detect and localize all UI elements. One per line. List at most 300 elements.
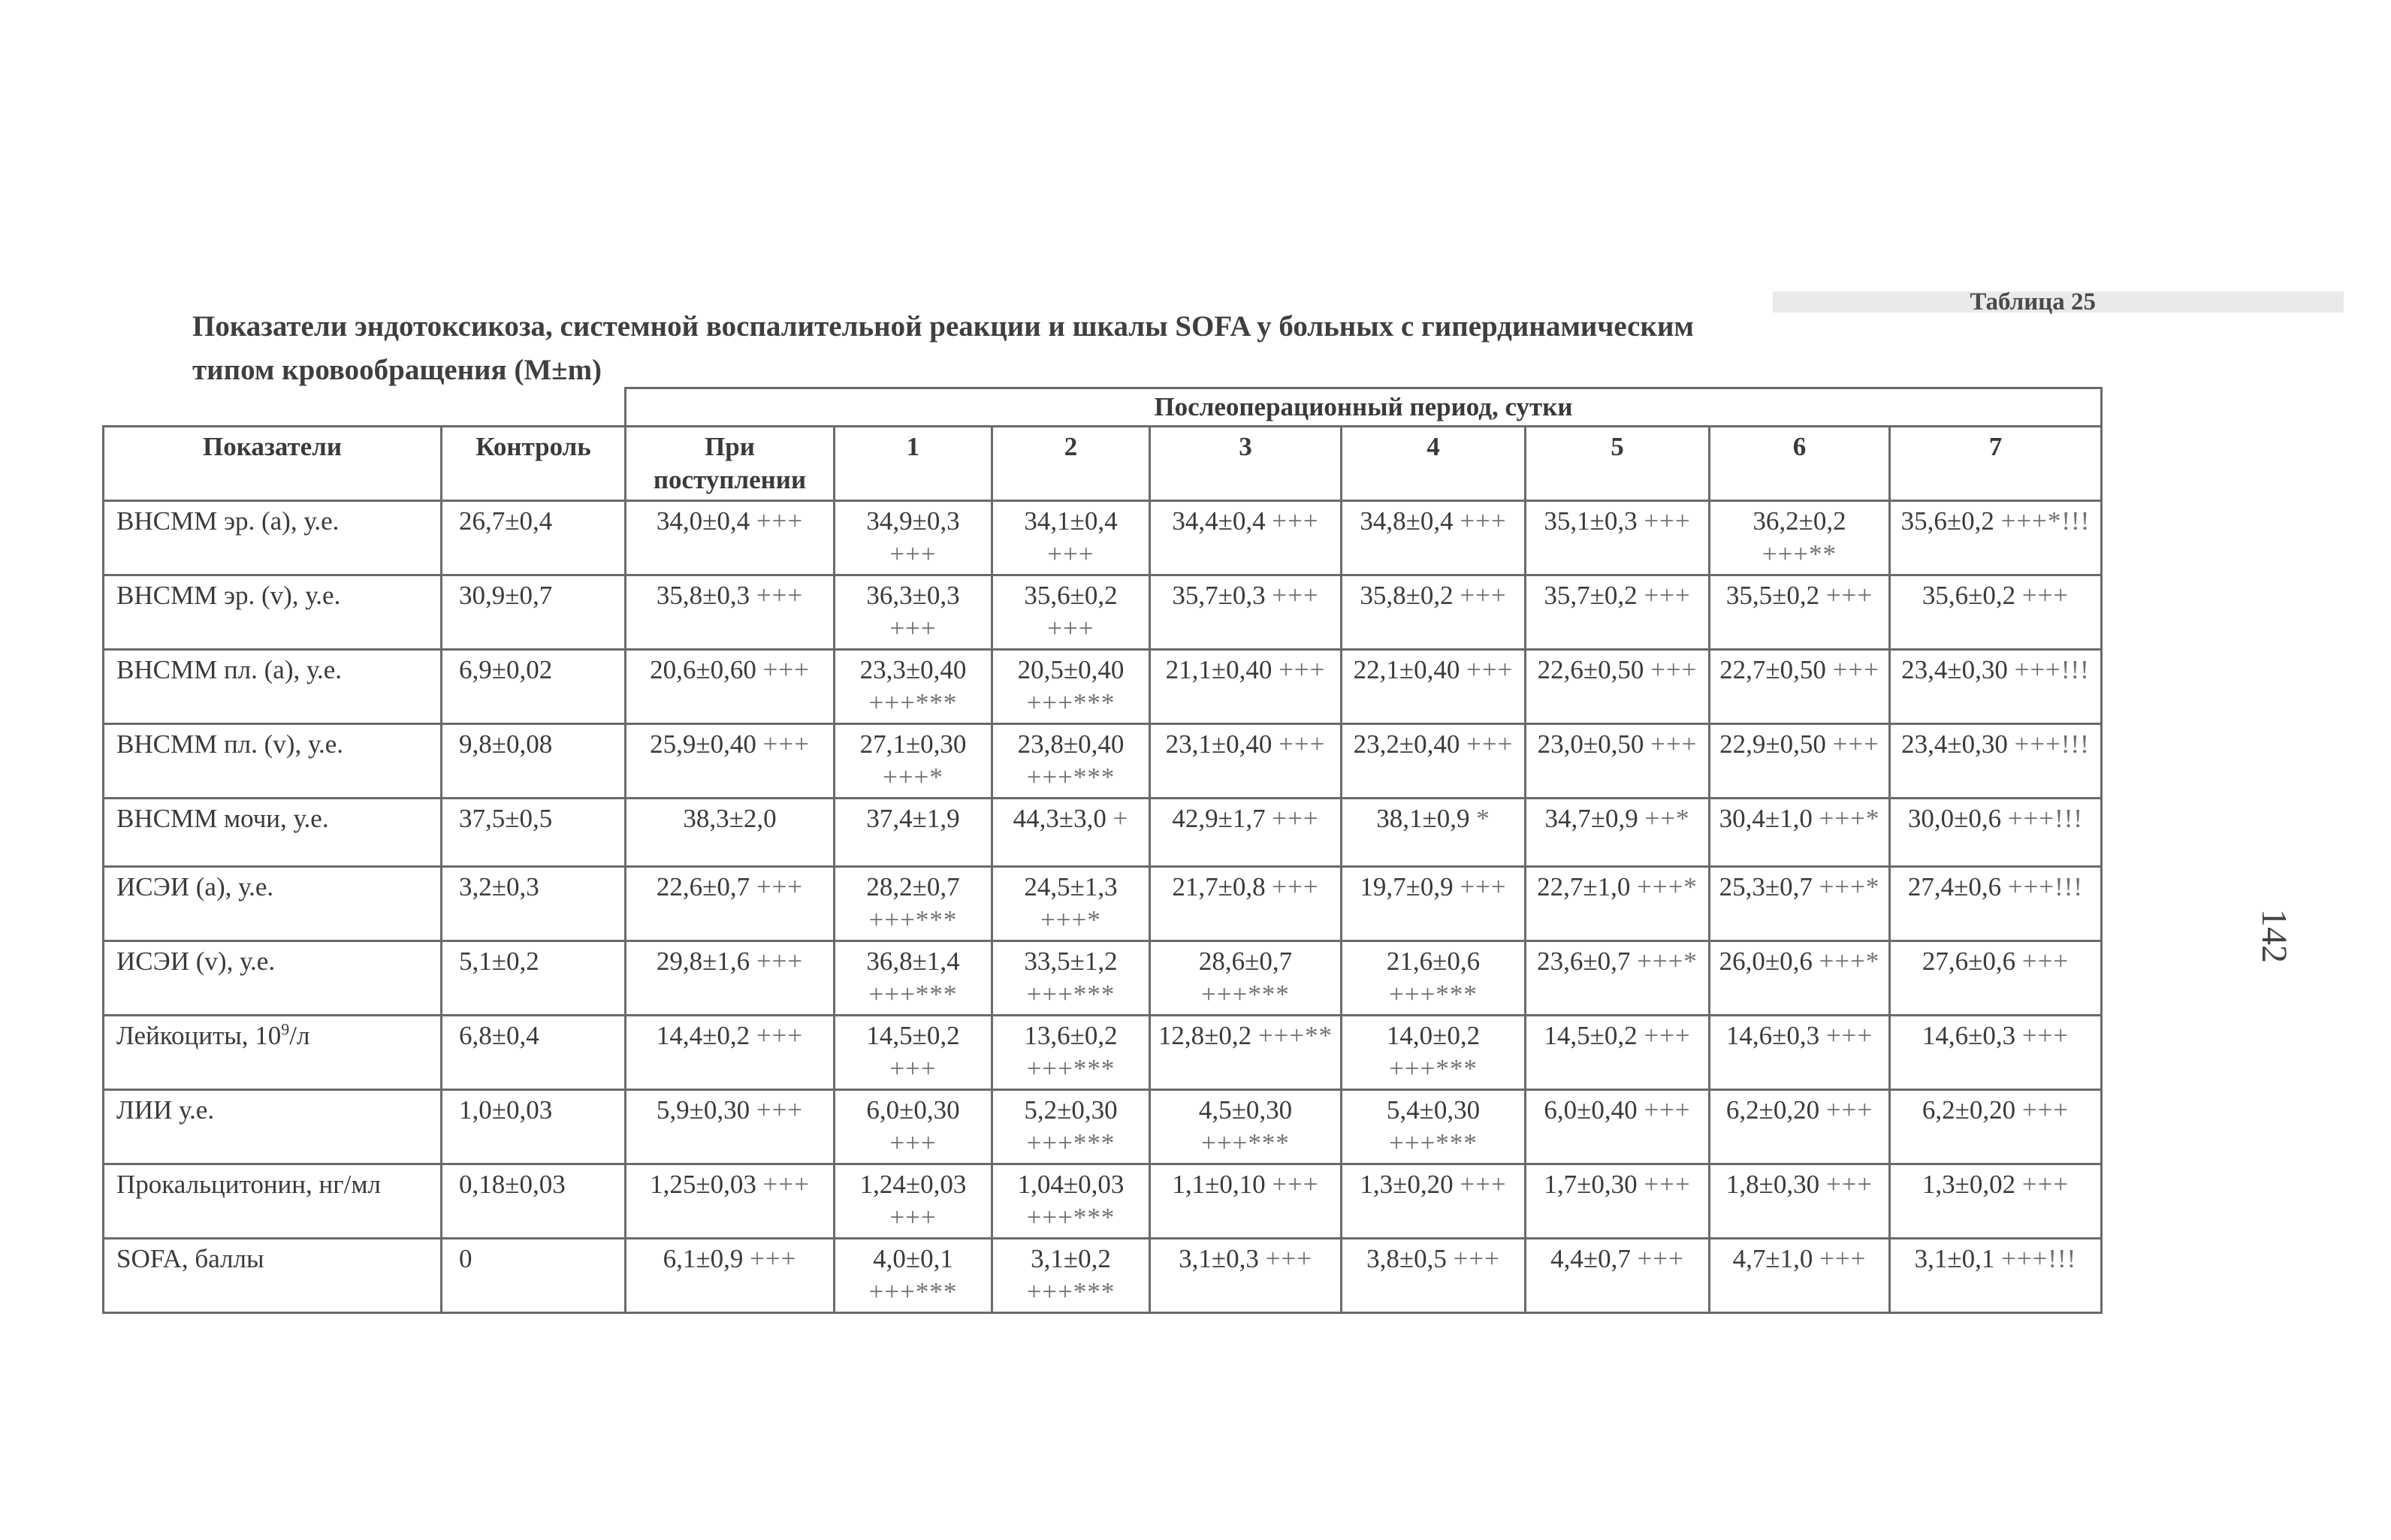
significance-marks: +++ bbox=[1825, 1095, 1873, 1125]
table-row bbox=[104, 941, 2102, 1016]
mean-value: 19,7±0,9 bbox=[1360, 872, 1454, 901]
value-cell bbox=[835, 724, 992, 799]
significance-marks: +++ bbox=[889, 614, 937, 643]
title-line-2: типом кровообращения (M±m) bbox=[192, 354, 602, 386]
significance-marks: +++ bbox=[756, 1021, 804, 1050]
value-cell bbox=[1342, 941, 1526, 1016]
significance-marks: +++*** bbox=[1201, 1128, 1290, 1158]
mean-value: 35,7±0,2 bbox=[1544, 581, 1638, 610]
significance-marks: +++ bbox=[1272, 804, 1319, 833]
significance-marks: +++ bbox=[1047, 539, 1094, 569]
significance-marks: +++ bbox=[1466, 729, 1514, 759]
mean-value: 20,6±0,60 bbox=[650, 655, 756, 684]
value-cell bbox=[835, 941, 992, 1016]
page-number: 142 bbox=[2254, 909, 2294, 963]
mean-value: 1,04±0,03 bbox=[1017, 1170, 1125, 1199]
mean-value: 4,0±0,1 bbox=[873, 1244, 953, 1273]
mean-value: 23,4±0,30 bbox=[1901, 729, 2008, 759]
value-cell bbox=[1342, 650, 1526, 724]
value-cell bbox=[1342, 867, 1526, 941]
value-cell bbox=[1710, 799, 1890, 867]
value-cell bbox=[992, 1090, 1150, 1164]
value-cell bbox=[626, 650, 835, 724]
value-cell bbox=[1526, 867, 1710, 941]
significance-marks: +++*** bbox=[1026, 688, 1115, 717]
value-cell bbox=[835, 867, 992, 941]
mean-value: 22,6±0,7 bbox=[656, 872, 750, 901]
admission-header: При поступлении bbox=[626, 427, 835, 501]
mean-value: 35,8±0,3 bbox=[656, 581, 750, 610]
indicator-label: ИСЭИ (v), у.е. bbox=[116, 947, 276, 976]
value-cell bbox=[992, 1016, 1150, 1090]
significance-marks: +++ bbox=[1650, 729, 1698, 759]
indicator-label: ВНСММ пл. (а), у.е. bbox=[116, 655, 343, 684]
table-row bbox=[104, 650, 2102, 724]
mean-value: 14,6±0,3 bbox=[1922, 1021, 2016, 1050]
significance-marks: + bbox=[1112, 804, 1129, 833]
control-value: 30,9±0,7 bbox=[442, 575, 626, 650]
value-cell bbox=[1342, 1239, 1526, 1313]
mean-value: 21,1±0,40 bbox=[1165, 655, 1272, 684]
mean-value: 36,8±1,4 bbox=[866, 947, 960, 976]
value-cell bbox=[1710, 867, 1890, 941]
significance-marks: +++*** bbox=[868, 905, 958, 935]
control-header: Контроль bbox=[442, 427, 626, 501]
significance-marks: +++ bbox=[889, 1128, 937, 1158]
day-header: 6 bbox=[1710, 427, 1890, 501]
significance-marks: +++!!! bbox=[2007, 804, 2084, 833]
mean-value: 3,1±0,2 bbox=[1031, 1244, 1111, 1273]
significance-marks: +++ bbox=[1460, 872, 1507, 901]
significance-marks: +++!!! bbox=[2014, 655, 2090, 684]
mean-value: 4,5±0,30 bbox=[1198, 1095, 1293, 1125]
value-cell bbox=[1890, 501, 2102, 575]
mean-value: 36,2±0,2 bbox=[1752, 506, 1846, 536]
value-cell bbox=[1342, 501, 1526, 575]
mean-value: 23,4±0,30 bbox=[1901, 655, 2008, 684]
table-row bbox=[104, 1164, 2102, 1239]
indicator-cell bbox=[104, 867, 442, 941]
value-cell bbox=[1526, 1164, 1710, 1239]
value-cell bbox=[626, 941, 835, 1016]
value-cell bbox=[992, 799, 1150, 867]
day-header: 3 bbox=[1150, 427, 1342, 501]
significance-marks: +++ bbox=[2021, 1021, 2069, 1050]
value-cell bbox=[992, 867, 1150, 941]
significance-marks: +++ bbox=[2021, 1170, 2069, 1199]
mean-value: 14,6±0,3 bbox=[1725, 1021, 1820, 1050]
significance-marks: +++* bbox=[1637, 947, 1698, 976]
significance-marks: +++ bbox=[762, 729, 810, 759]
value-cell bbox=[1710, 1090, 1890, 1164]
significance-marks: +++ bbox=[1272, 581, 1319, 610]
value-cell bbox=[1890, 867, 2102, 941]
value-cell bbox=[835, 1164, 992, 1239]
value-cell bbox=[1526, 650, 1710, 724]
control-value: 26,7±0,4 bbox=[442, 501, 626, 575]
mean-value: 35,8±0,2 bbox=[1360, 581, 1454, 610]
significance-marks: +++ bbox=[1460, 1170, 1507, 1199]
significance-marks: ++* bbox=[1644, 804, 1690, 833]
mean-value: 5,2±0,30 bbox=[1024, 1095, 1118, 1125]
value-cell bbox=[1342, 575, 1526, 650]
day-header: 5 bbox=[1526, 427, 1710, 501]
significance-marks: +++ bbox=[1272, 506, 1319, 536]
significance-marks: +++** bbox=[1762, 539, 1837, 569]
value-cell bbox=[1526, 941, 1710, 1016]
significance-marks: +++ bbox=[762, 1170, 810, 1199]
value-cell bbox=[1710, 501, 1890, 575]
significance-marks: +++ bbox=[1819, 1244, 1867, 1273]
significance-marks: +++!!! bbox=[2001, 1244, 2077, 1273]
significance-marks: +++ bbox=[1460, 581, 1507, 610]
indicator-label-superscript: 9 bbox=[281, 1019, 290, 1039]
value-cell bbox=[1890, 1164, 2102, 1239]
mean-value: 23,3±0,40 bbox=[859, 655, 967, 684]
mean-value: 20,5±0,40 bbox=[1017, 655, 1125, 684]
indicator-label: ВНСММ эр. (а), у.е. bbox=[116, 506, 340, 536]
mean-value: 23,6±0,7 bbox=[1537, 947, 1631, 976]
mean-value: 5,9±0,30 bbox=[656, 1095, 750, 1125]
value-cell bbox=[626, 501, 835, 575]
significance-marks: +++ bbox=[756, 872, 804, 901]
indicator-cell bbox=[104, 799, 442, 867]
value-cell bbox=[992, 501, 1150, 575]
indicator-label: ВНСММ мочи, у.е. bbox=[116, 804, 329, 833]
postop-period-header: Послеоперационный период, сутки bbox=[626, 388, 2102, 427]
blank-corner bbox=[104, 388, 626, 427]
significance-marks: +++ bbox=[1272, 872, 1319, 901]
mean-value: 23,8±0,40 bbox=[1017, 729, 1125, 759]
day-header: 1 bbox=[835, 427, 992, 501]
significance-marks: +++ bbox=[1825, 581, 1873, 610]
significance-marks: +++ bbox=[1650, 655, 1698, 684]
significance-marks: +++** bbox=[1257, 1021, 1333, 1050]
table-row bbox=[104, 575, 2102, 650]
significance-marks: +++*** bbox=[868, 688, 958, 717]
significance-marks: +++* bbox=[1819, 804, 1880, 833]
mean-value: 21,7±0,8 bbox=[1172, 872, 1266, 901]
significance-marks: +++ bbox=[1460, 506, 1507, 536]
control-value: 3,2±0,3 bbox=[442, 867, 626, 941]
control-value: 37,5±0,5 bbox=[442, 799, 626, 867]
value-cell bbox=[1150, 867, 1342, 941]
mean-value: 13,6±0,2 bbox=[1024, 1021, 1118, 1050]
mean-value: 25,9±0,40 bbox=[650, 729, 756, 759]
value-cell bbox=[835, 650, 992, 724]
value-cell bbox=[1526, 1239, 1710, 1313]
significance-marks: +++* bbox=[1819, 947, 1880, 976]
significance-marks: * bbox=[1476, 804, 1490, 833]
mean-value: 27,1±0,30 bbox=[859, 729, 967, 759]
value-cell bbox=[1890, 799, 2102, 867]
significance-marks: +++ bbox=[889, 1203, 937, 1232]
significance-marks: +++*** bbox=[1389, 980, 1478, 1009]
indicator-cell bbox=[104, 650, 442, 724]
mean-value: 24,5±1,3 bbox=[1024, 872, 1118, 901]
value-cell bbox=[835, 1090, 992, 1164]
value-cell bbox=[626, 575, 835, 650]
mean-value: 42,9±1,7 bbox=[1172, 804, 1266, 833]
control-value: 9,8±0,08 bbox=[442, 724, 626, 799]
value-cell bbox=[1710, 650, 1890, 724]
value-cell bbox=[1710, 1164, 1890, 1239]
day-header: 4 bbox=[1342, 427, 1526, 501]
value-cell bbox=[835, 501, 992, 575]
control-value: 6,8±0,4 bbox=[442, 1016, 626, 1090]
indicator-label: ЛИИ у.е. bbox=[116, 1095, 215, 1125]
mean-value: 3,8±0,5 bbox=[1366, 1244, 1447, 1273]
significance-marks: +++ bbox=[750, 1244, 797, 1273]
significance-marks: +++ bbox=[1272, 1170, 1319, 1199]
significance-marks: +++ bbox=[756, 1095, 804, 1125]
indicator-header: Показатели bbox=[104, 427, 442, 501]
control-value: 0,18±0,03 bbox=[442, 1164, 626, 1239]
indicator-label: SOFA, баллы bbox=[116, 1244, 264, 1273]
mean-value: 35,6±0,2 bbox=[1922, 581, 2016, 610]
table-row bbox=[104, 724, 2102, 799]
indicator-label: Лейкоциты, 10 bbox=[116, 1021, 282, 1050]
mean-value: 14,5±0,2 bbox=[866, 1021, 960, 1050]
mean-value: 3,1±0,1 bbox=[1914, 1244, 1995, 1273]
value-cell bbox=[1342, 1164, 1526, 1239]
significance-marks: +++ bbox=[1637, 1244, 1684, 1273]
mean-value: 33,5±1,2 bbox=[1024, 947, 1118, 976]
indicator-label: ВНСММ эр. (v), у.е. bbox=[116, 581, 341, 610]
mean-value: 6,0±0,30 bbox=[866, 1095, 960, 1125]
value-cell bbox=[626, 1090, 835, 1164]
mean-value: 34,9±0,3 bbox=[866, 506, 960, 536]
significance-marks: +++ bbox=[1279, 655, 1326, 684]
value-cell bbox=[1150, 799, 1342, 867]
significance-marks: +++*** bbox=[868, 1277, 958, 1306]
table-row bbox=[104, 1090, 2102, 1164]
value-cell bbox=[626, 1164, 835, 1239]
value-cell bbox=[992, 650, 1150, 724]
significance-marks: +++ bbox=[889, 1054, 937, 1083]
table-row bbox=[104, 867, 2102, 941]
value-cell bbox=[992, 575, 1150, 650]
value-cell bbox=[1710, 575, 1890, 650]
value-cell bbox=[835, 575, 992, 650]
table-row bbox=[104, 799, 2102, 867]
significance-marks: +++ bbox=[1466, 655, 1514, 684]
value-cell bbox=[992, 1239, 1150, 1313]
indicator-cell bbox=[104, 1016, 442, 1090]
value-cell bbox=[1890, 941, 2102, 1016]
indicator-label-unit: /л bbox=[289, 1021, 310, 1050]
significance-marks: +++ bbox=[1644, 581, 1691, 610]
significance-marks: +++ bbox=[2021, 947, 2069, 976]
value-cell bbox=[1526, 724, 1710, 799]
indicator-cell bbox=[104, 941, 442, 1016]
value-cell bbox=[1150, 1090, 1342, 1164]
significance-marks: +++* bbox=[1819, 872, 1880, 901]
day-header: 7 bbox=[1890, 427, 2102, 501]
mean-value: 34,8±0,4 bbox=[1360, 506, 1454, 536]
control-value: 5,1±0,2 bbox=[442, 941, 626, 1016]
mean-value: 27,6±0,6 bbox=[1922, 947, 2016, 976]
significance-marks: +++ bbox=[1453, 1244, 1500, 1273]
mean-value: 6,0±0,40 bbox=[1544, 1095, 1638, 1125]
indicator-label: ИСЭИ (а), у.е. bbox=[116, 872, 274, 901]
value-cell bbox=[835, 1016, 992, 1090]
mean-value: 22,9±0,50 bbox=[1719, 729, 1826, 759]
significance-marks: +++ bbox=[1825, 1021, 1873, 1050]
value-cell bbox=[1342, 1016, 1526, 1090]
mean-value: 29,8±1,6 bbox=[656, 947, 750, 976]
significance-marks: +++ bbox=[1644, 1170, 1691, 1199]
mean-value: 22,7±1,0 bbox=[1537, 872, 1631, 901]
control-value: 6,9±0,02 bbox=[442, 650, 626, 724]
mean-value: 1,25±0,03 bbox=[650, 1170, 756, 1199]
value-cell bbox=[1526, 575, 1710, 650]
mean-value: 1,1±0,10 bbox=[1172, 1170, 1266, 1199]
mean-value: 14,5±0,2 bbox=[1544, 1021, 1638, 1050]
mean-value: 5,4±0,30 bbox=[1386, 1095, 1481, 1125]
mean-value: 23,2±0,40 bbox=[1353, 729, 1460, 759]
value-cell bbox=[992, 724, 1150, 799]
mean-value: 1,8±0,30 bbox=[1725, 1170, 1820, 1199]
value-cell bbox=[1890, 575, 2102, 650]
significance-marks: +++* bbox=[883, 762, 943, 792]
indicator-cell bbox=[104, 1090, 442, 1164]
value-cell bbox=[1710, 724, 1890, 799]
significance-marks: +++*** bbox=[1389, 1054, 1478, 1083]
value-cell bbox=[1150, 724, 1342, 799]
mean-value: 37,4±1,9 bbox=[866, 804, 960, 833]
mean-value: 14,4±0,2 bbox=[656, 1021, 750, 1050]
control-value: 1,0±0,03 bbox=[442, 1090, 626, 1164]
significance-marks: +++ bbox=[2021, 1095, 2069, 1125]
value-cell bbox=[1150, 1016, 1342, 1090]
significance-marks: +++ bbox=[889, 539, 937, 569]
indicator-label: Прокальцитонин, нг/мл bbox=[116, 1170, 381, 1199]
significance-marks: +++*** bbox=[1026, 1277, 1115, 1306]
data-table bbox=[102, 387, 2103, 1314]
table-label: Таблица 25 bbox=[1970, 288, 2096, 316]
significance-marks: +++ bbox=[756, 506, 804, 536]
value-cell bbox=[1150, 650, 1342, 724]
mean-value: 1,3±0,20 bbox=[1360, 1170, 1454, 1199]
significance-marks: +++ bbox=[1047, 614, 1094, 643]
indicator-cell bbox=[104, 724, 442, 799]
significance-marks: +++* bbox=[1637, 872, 1698, 901]
mean-value: 27,4±0,6 bbox=[1907, 872, 2002, 901]
table-row bbox=[104, 1016, 2102, 1090]
indicator-cell bbox=[104, 501, 442, 575]
indicator-cell bbox=[104, 1164, 442, 1239]
table-body bbox=[104, 501, 2102, 1313]
value-cell bbox=[835, 1239, 992, 1313]
value-cell bbox=[1710, 1239, 1890, 1313]
value-cell bbox=[1342, 724, 1526, 799]
mean-value: 34,7±0,9 bbox=[1544, 804, 1638, 833]
value-cell bbox=[1150, 575, 1342, 650]
mean-value: 6,2±0,20 bbox=[1725, 1095, 1820, 1125]
mean-value: 28,2±0,7 bbox=[866, 872, 960, 901]
control-value: 0 bbox=[442, 1239, 626, 1313]
value-cell bbox=[626, 1239, 835, 1313]
mean-value: 36,3±0,3 bbox=[866, 581, 960, 610]
significance-marks: +++*** bbox=[1026, 980, 1115, 1009]
value-cell bbox=[992, 941, 1150, 1016]
table-row bbox=[104, 501, 2102, 575]
mean-value: 34,0±0,4 bbox=[656, 506, 750, 536]
value-cell bbox=[626, 1016, 835, 1090]
significance-marks: +++ bbox=[1832, 655, 1879, 684]
value-cell bbox=[1890, 650, 2102, 724]
significance-marks: +++* bbox=[1040, 905, 1101, 935]
mean-value: 38,1±0,9 bbox=[1376, 804, 1470, 833]
mean-value: 4,7±1,0 bbox=[1732, 1244, 1813, 1273]
significance-marks: +++ bbox=[1644, 506, 1691, 536]
mean-value: 1,24±0,03 bbox=[859, 1170, 967, 1199]
mean-value: 25,3±0,7 bbox=[1719, 872, 1813, 901]
mean-value: 35,6±0,2 bbox=[1024, 581, 1118, 610]
mean-value: 35,1±0,3 bbox=[1544, 506, 1638, 536]
mean-value: 12,8±0,2 bbox=[1158, 1021, 1252, 1050]
mean-value: 1,7±0,30 bbox=[1544, 1170, 1638, 1199]
title-line-1: Показатели эндотоксикоза, системной воспалительной реакции и шкалы SOFA у больных с гипердинамическим bbox=[192, 310, 1694, 343]
value-cell bbox=[1526, 1090, 1710, 1164]
mean-value: 23,0±0,50 bbox=[1537, 729, 1644, 759]
mean-value: 35,6±0,2 bbox=[1900, 506, 1994, 536]
table-title bbox=[192, 305, 2010, 392]
significance-marks: +++*** bbox=[868, 980, 958, 1009]
mean-value: 4,4±0,7 bbox=[1550, 1244, 1631, 1273]
value-cell bbox=[1342, 799, 1526, 867]
value-cell bbox=[1890, 1090, 2102, 1164]
mean-value: 1,3±0,02 bbox=[1922, 1170, 2016, 1199]
table-row bbox=[104, 1239, 2102, 1313]
mean-value: 35,5±0,2 bbox=[1725, 581, 1820, 610]
value-cell bbox=[1526, 1016, 1710, 1090]
mean-value: 3,1±0,3 bbox=[1179, 1244, 1259, 1273]
significance-marks: +++*** bbox=[1026, 1054, 1115, 1083]
significance-marks: +++ bbox=[1825, 1170, 1873, 1199]
mean-value: 14,0±0,2 bbox=[1386, 1021, 1481, 1050]
significance-marks: +++*** bbox=[1201, 980, 1290, 1009]
significance-marks: +++ bbox=[1279, 729, 1326, 759]
mean-value: 22,6±0,50 bbox=[1537, 655, 1644, 684]
significance-marks: +++*** bbox=[1026, 1203, 1115, 1232]
value-cell bbox=[1710, 941, 1890, 1016]
mean-value: 28,6±0,7 bbox=[1198, 947, 1293, 976]
significance-marks: +++!!! bbox=[2007, 872, 2084, 901]
value-cell bbox=[1890, 1239, 2102, 1313]
day-header: 2 bbox=[992, 427, 1150, 501]
mean-value: 22,7±0,50 bbox=[1719, 655, 1826, 684]
value-cell bbox=[1526, 799, 1710, 867]
mean-value: 22,1±0,40 bbox=[1353, 655, 1460, 684]
mean-value: 23,1±0,40 bbox=[1165, 729, 1272, 759]
significance-marks: +++*** bbox=[1026, 1128, 1115, 1158]
value-cell bbox=[1526, 501, 1710, 575]
significance-marks: +++ bbox=[1644, 1095, 1691, 1125]
value-cell bbox=[992, 1164, 1150, 1239]
value-cell bbox=[1150, 1164, 1342, 1239]
mean-value: 26,0±0,6 bbox=[1719, 947, 1813, 976]
significance-marks: +++ bbox=[2021, 581, 2069, 610]
indicator-label: ВНСММ пл. (v), у.е. bbox=[116, 729, 343, 759]
significance-marks: +++*** bbox=[1026, 762, 1115, 792]
mean-value: 34,1±0,4 bbox=[1024, 506, 1118, 536]
significance-marks: +++ bbox=[756, 581, 804, 610]
value-cell bbox=[1150, 1239, 1342, 1313]
value-cell bbox=[626, 799, 835, 867]
mean-value: 21,6±0,6 bbox=[1386, 947, 1481, 976]
